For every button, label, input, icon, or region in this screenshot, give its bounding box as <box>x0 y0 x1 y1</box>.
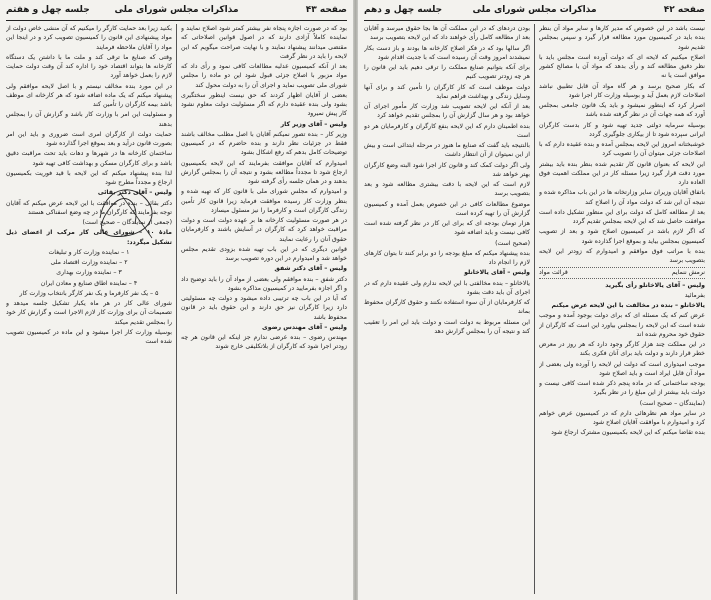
paragraph: لازم است که این لایحه با دقت بیشتری مطالعه شود و بعد بتصویب برسد <box>364 181 530 198</box>
paragraph: اگر سالها بود که در فکر اصلاح کارخانه ها بودند و باز دست بکار نمیشدند امروز وقت آن رسیده است که با جدیت اقدام شود <box>364 44 530 61</box>
speaker-line: ولیس – آقای یالاخانلو رأی بگیرید <box>605 281 705 289</box>
paragraph: لذا بنده پیشنهاد میکنم که این لایحه با قید فوریت بکمیسیون ارجاع و مجدداً مطرح شود <box>6 169 172 186</box>
tab-line <box>539 267 705 278</box>
paragraph: قوانین دیگری که در این باب تهیه شده بزودی تقدیم مجلس خواهد شد و امیدوارم در این دوره تصویب برسد <box>181 245 347 262</box>
page-header <box>6 5 347 19</box>
paragraph: هزار تومان بودجه ای که برای این کار در نظر گرفته شده است کافی نیست و باید اضافه شود <box>364 220 530 237</box>
speaker-line: یالاخانلو – بنده در مخالفت با این لایحه عرض میکنم <box>551 302 705 309</box>
header-rule <box>364 20 705 21</box>
paragraph: (نمایندگان – صحیح است) <box>639 399 705 407</box>
paragraph: در سایر مواد هم نظرهائی دارم که در کمیسیون عرض خواهم کرد و امیدوارم با موافقت آقایان اصلاح شود <box>539 409 705 426</box>
text-column-right <box>539 24 705 594</box>
paragraph: دولت موظف است که کار کارگران را تأمین کند و برای آنها وسایل زندگی و بهداشت فراهم نماید <box>364 83 530 100</box>
paragraph: بوسیله سرمایه دولتی جدید تهیه شود و کار بدست کارگران ایرانی سپرده شود تا از بیکاری جلوگیری گردد <box>539 121 705 138</box>
column-divider <box>176 24 177 594</box>
page-number: صفحه ۴۲ <box>663 5 705 15</box>
speaker-line: مادهٔ ۱۰ – شورای عالی کار مرکب از اعضای ذیل تشکیل میگردد: <box>6 229 172 246</box>
page-number: صفحه ۴۳ <box>305 5 347 15</box>
paragraph: بوسیله وزارت کار اجرا میشود و این ماده در کمیسیون تصویب شده است <box>6 328 172 345</box>
paragraph: این مسئله مربوط به دولت است و دولت باید این امر را تعقیب کند و نتیجه آن را بمجلس گزارش دهد <box>364 318 530 335</box>
paragraph: باتفاق آقایان وزیران سایر وزارتخانه ها در این باب مذاکره شده و نتیجه آن این شد که دولت مواد آن را اصلاح کند <box>539 189 705 206</box>
column-divider <box>534 24 535 594</box>
paragraph: بنده با مراتب فوق موافقم و امیدوارم که زودتر این لایحه بتصویب برسد <box>539 247 705 264</box>
paragraph: حمایت دولت از کارگران امری است ضروری و باید این امر بصورت قانون درآید و بعد بموقع اجرا گذارده شود <box>6 130 172 147</box>
page-header <box>364 5 705 19</box>
session-label: جلسه چهل و دهم <box>364 5 443 15</box>
speaker-line: ولیس – آقای دکتر شفق <box>274 265 347 273</box>
paragraph: بنده اطمینان دارم که این لایحه بنفع کارگران و کارفرمایان هر دو است <box>364 122 530 139</box>
text-column-left <box>6 24 172 594</box>
paragraph: امیدوارم که آقایان موافقت بفرمایند که این لایحه بکمیسیون ارجاع شود تا مجدداً مطالعه بشود و نتیجه آن را بمجلس گزارش بدهند و در همان جلسه رأی گرفته شود <box>181 159 347 185</box>
paragraph: ساختمان کارخانه ها در شهرها و دهات باید تحت مراقبت دقیق باشد و برای کارگران مسکن و بهداشت کافی تهیه شود <box>6 150 172 167</box>
journal-title: مذاکرات مجلس شورای ملی <box>472 5 597 15</box>
paragraph: بالنتیجه باید گفت که صنایع ما هنوز در مرحله ابتدائی است و بیش از این نمیتوان از آن انتظار داشت <box>364 142 530 159</box>
paragraph: بودن دردهای که در این مملکت آن ها بجا حقوق میرسد و آقایان بعد از مطالعه کامل رأی خواهند داد که این لایحه بتصویب برسد <box>364 25 530 42</box>
paragraph: (صحیح است) <box>495 239 530 247</box>
list-item: ۳ – نماینده وزارت بهداری <box>56 269 122 277</box>
paragraph: بعد از آنکه کمیسیون عدلیه مطالعات کافی نمود و رأی داد که مواد مزبور با اصلاح جزئی قبول شود این دو ماده را مجلس شورای ملی تصویب نماید و اجرای آن را به دولت محول کند <box>181 63 347 89</box>
paragraph: بنده پیشنهاد میکنم که مبلغ بودجه را دو برابر کنند تا بتوان کارهای لازم را انجام داد <box>364 249 530 266</box>
paragraph: بعد از مطالعه کامل که دولت برای این منظور تشکیل داده است موافقت حاصل شد که این لایحه بمجلس تقدیم گردد <box>539 208 705 225</box>
speaker-line: ولیس – آقای دکتر بقائی <box>97 189 172 197</box>
text-column-right <box>181 24 347 594</box>
journal-title: مذاکرات مجلس شورای ملی <box>114 5 239 15</box>
paragraph: عرض کنم که یک مسئله ای که برای دولت بوجود آمده و موجب شده است که این لایحه را بمجلس بیاورد این است که کارگران از حقوق خود محروم شده اند <box>539 312 705 338</box>
page-right <box>358 0 711 600</box>
list-item: ۵ – یک نفر کارفرما و یک نفر کارگر بانتخاب وزارت کار <box>19 289 159 297</box>
page-left <box>0 0 353 600</box>
paragraph: یالاخانلو – بنده مخالفتی با این لایحه ندارم ولی عقیده دارم که در اجرای آن باید دقت بشود <box>364 279 530 296</box>
paragraph: برای آنکه بتوانیم صنایع مملکت را ترقی دهیم باید این قانون را هر چه زودتر تصویب کنیم <box>364 64 530 81</box>
paragraph: بعضی از آقایان اظهار کردند که حق نیست اینطور سختگیری بشود ولی بنده عقیده دارم که اگر مسئولیت دولت معلوم نشود کار پیش نمیرود <box>181 91 347 118</box>
paragraph: بود که در صورت اجازه پنجاه نفر بیشتر کمتر شود اصلاح نمایند و نماینده کاملاً آزادی دارند که در اصول قوانین اصلاحاتی که مقتضی میدانند پیشنهاد نمایند و با نهایت صراحت میگویم که این لایحه را باید در نظر گرفت <box>181 25 347 60</box>
paragraph: که آیا در این باب چه ترتیبی داده میشود و دولت چه مسئولیتی دارد زیرا کارگران نیز حق دارند و این حقوق باید در قانون محفوظ باشد <box>181 295 347 321</box>
tab-line-item: نرمش ننمایم <box>671 269 705 277</box>
paragraph: موجب امیدواری است که دولت این لایحه را آورده ولی بعضی از مواد آن قابل ایراد است و باید اصلاح شود <box>539 360 705 377</box>
paragraph: مهندس رضوی – بنده عرضی ندارم جز اینکه این قانون هر چه زودتر اجرا شود که کارگران از بلاتکلیفی خارج شوند <box>181 334 347 351</box>
paragraph: اصلاح میکنیم که لایحه ای که دولت آورده است مجلس باید با نظر دقیق مطالعه کند و رأی بدهد که مواد آن با مصالح کشور موافق است یا نه <box>539 53 705 80</box>
paragraph: موضوع مطالعات کافی در این خصوص بعمل آمده و کمیسیون گزارش آن را تهیه کرده است <box>364 200 530 217</box>
paragraph: (جمعی از نمایندگان – صحیح است) <box>82 219 172 226</box>
paragraph: وقتی که صنایع ما ترقی کند و ملت ما با داشتن یک دستگاه کارخانه ها بتواند اقتصاد خود را اداره کند آن وقت دولت حمایت لازم را بعمل خواهد آورد <box>6 53 172 80</box>
speaker-line: ولیس – آقای یالاخانلو <box>464 269 530 277</box>
paragraph: بکنید زیرا بعد حمایت کارگر را میکنیم که آن منشی خاص دولت از مواد پیشنهادی این قانون را کمیسیون تصویب کرد و در اینجا این مواد را آقایان ملاحظه فرمایند <box>6 25 172 51</box>
paragraph: در هر صورت مسئولیت کارخانه ها بر عهده دولت است و دولت مراقبت خواهد کرد که کارگران در آسایش باشند و کارفرمایان حقوق آنان را رعایت نمایند <box>181 217 347 243</box>
header-rule <box>6 20 347 21</box>
paragraph: در این مملکت چند هزار کارگر وجود دارد که هر روز در معرض خطر قرار دارند و دولت باید برای آنان فکری بکند <box>539 341 705 358</box>
paragraph: در این مورد بنده مخالف نیستم و با اصل لایحه موافقم ولی پیشنهاد میکنم که یک ماده اضافه شود که هر کارخانه ای موظف باشد بیمه کارگران را تأمین کند <box>6 82 172 108</box>
paragraph: بعد از آنکه این لایحه تصویب شد وزارت کار مأمور اجرای آن خواهد بود و هر سال گزارش آن را بمجلس تقدیم خواهد کرد <box>364 103 530 120</box>
list-item: ۱ – نماینده وزارت کار و تبلیغات <box>48 248 130 256</box>
list-item: ۴ – نماینده اطاق صنایع و معادن ایران <box>40 279 138 287</box>
paragraph: و امیدوارم که مجلس شورای ملی با قانون کار که تهیه شده و بنظر وزارت کار رسیده موافقت فرماید زیرا قانون کار تأمین زندگی کارگران است و کارفرما را نیز مسئول میسازد <box>181 188 347 214</box>
tab-line-item: قرائت مواد <box>539 269 568 277</box>
text-column-left <box>364 24 530 594</box>
paragraph: بودجه ساختمانی که در ماده پنجم ذکر شده است کافی نیست و دولت باید بیشتر از این مبلغ را در نظر بگیرد <box>539 380 705 397</box>
paragraph: شورای عالی کار در هر ماه یکبار تشکیل جلسه میدهد و تصمیمات آن برای وزارت کار لازم الاجرا است و گزارش کار خود را بمجلس تقدیم میکند <box>6 300 172 326</box>
paragraph: دکتر بقائی – بنده در موافقت با این لایحه عرض میکنم که آقایان توجه بفرمایند که کارگران ما در چه وضع اسفناکی هستند <box>6 199 172 216</box>
paragraph: که کارفرمایان از آن سوء استفاده نکنند و حقوق کارگران محفوظ بماند <box>364 299 530 316</box>
paragraph: که بکار صحیح برسد و هر گاه مواد آن قابل تطبیق نباشد اصلاحات لازم بعمل آید و بوسیله وزارت کار اجرا شود <box>539 82 705 99</box>
session-label: جلسه چهل و هفتم <box>6 5 90 15</box>
paragraph: دکتر شفق – بنده موافقم ولی بعضی از مواد آن را باید توضیح داد و اگر اجازه بفرمایید در کمیسیون مذاکره بشود <box>181 275 347 292</box>
paragraph: که اگر لازم باشد در کمیسیون اصلاح شود و بعد از تصویب کمیسیون بمجلس بیاید و بموقع اجرا گذارده شود <box>539 228 705 245</box>
speaker-line: ولیس – آقای وزیر کار <box>280 120 347 128</box>
paragraph: و مسئولیت این امر با وزارت کار باشد و گزارش آن را بمجلس بدهند <box>6 111 172 128</box>
paragraph: ولی اگر دولت کمک کند و قانون کار اجرا شود البته وضع کارگران بهتر خواهد شد <box>364 161 530 178</box>
list-item: ۲ – نماینده وزارت اقتصاد ملی <box>50 259 128 266</box>
paragraph: بفرمائید <box>684 291 705 299</box>
paragraph: وزیر کار – بنده تصور نمیکنم آقایان با اصل مطلب مخالف باشند فقط در جزئیات نظر دارند و بنده حاضرم که در کمیسیون توضیحات کامل بدهم که رفع اشکال بشود <box>181 130 347 157</box>
paragraph: بنده تقاضا میکنم که این لایحه بکمیسیون مشترک ارجاع شود <box>551 429 705 437</box>
paragraph: نیست باشد در این خصوص که مدیر کارها و سایر مواد آن بنظر بنده باید در کمیسیون مورد مطالعه قرار گیرد و سپس بمجلس تقدیم شود <box>539 25 705 51</box>
speaker-line: ولیس – آقای مهندس رضوی <box>262 323 347 331</box>
paragraph: اصرار کرد که اینطور نمیشود و باید یک قانون جامعی بمجلس آورد که همه جهات آن در نظر گرفته شده باشد <box>539 102 705 119</box>
paragraph: خوشبختانه امروز این لایحه بمجلس آمده و بنده عقیده دارم که با اصلاحات جزئی میتوان آن را تصویب کرد <box>539 141 705 158</box>
paragraph: این لایحه که بعنوان قانون کار تقدیم شده بنظر بنده باید بیشتر مورد دقت قرار گیرد زیرا مسئله کار در این مملکت اهمیت فوق العاده دارد <box>539 160 705 186</box>
